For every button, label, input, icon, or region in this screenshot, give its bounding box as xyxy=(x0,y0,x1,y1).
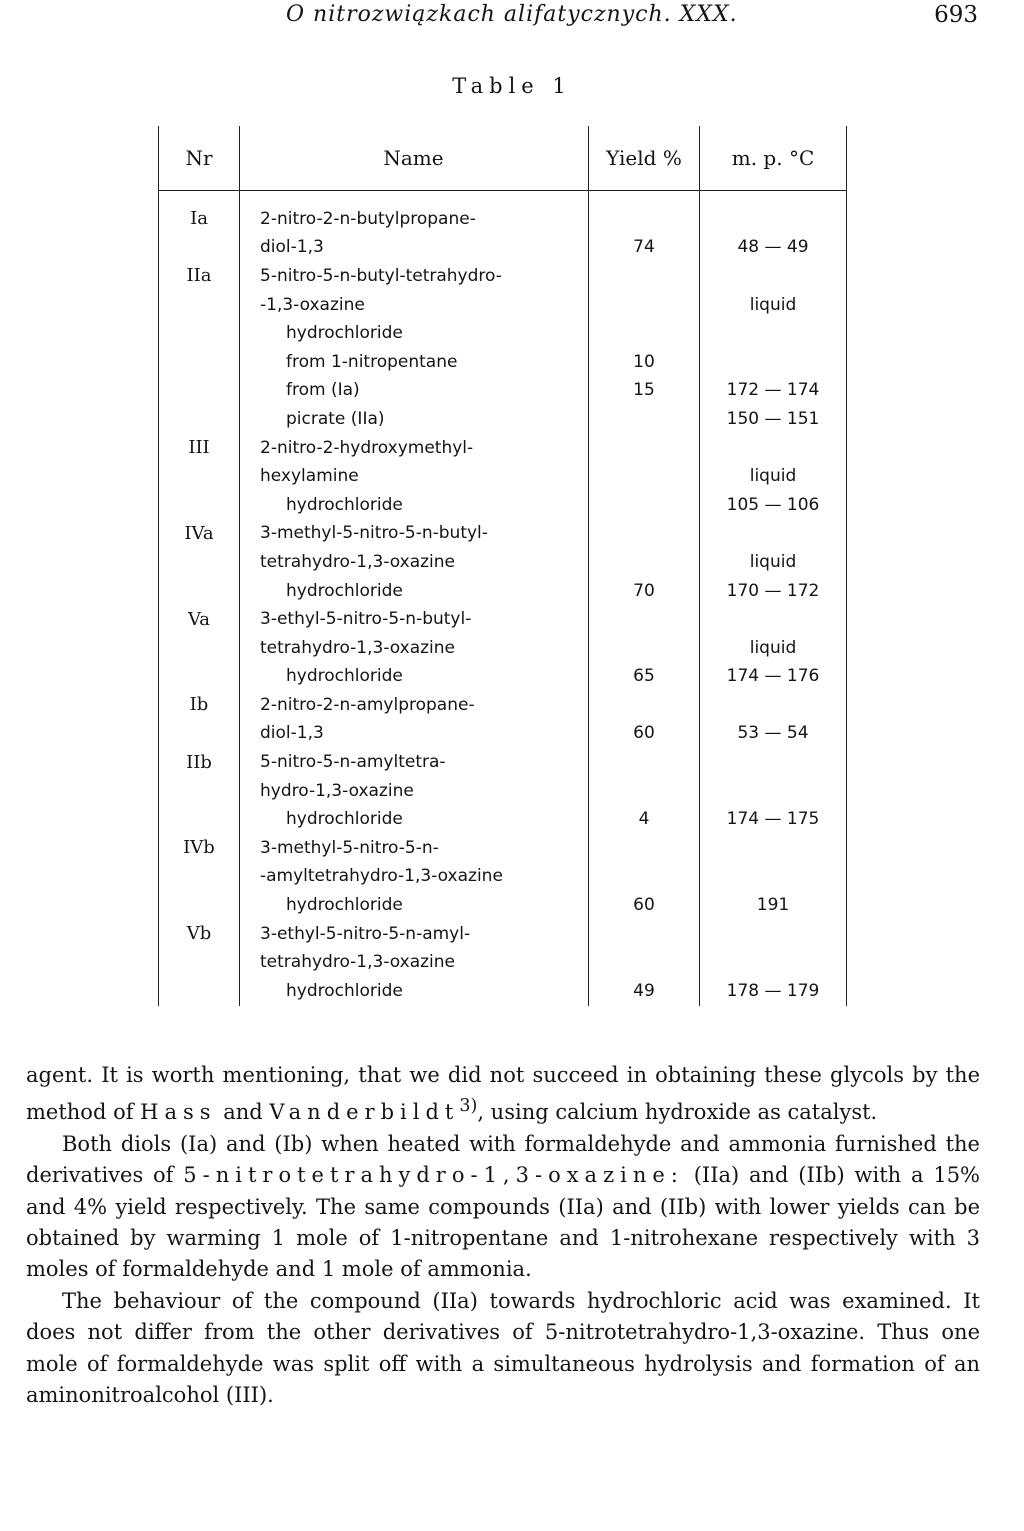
cell-name: -amyltetrahydro-1,3-oxazine xyxy=(240,863,589,892)
cell-name: hydrochloride xyxy=(240,663,589,692)
cell-mp: 48 — 49 xyxy=(700,234,847,263)
cell-mp: liquid xyxy=(700,634,847,663)
cell-nr: III xyxy=(159,434,240,463)
cell-mp xyxy=(700,348,847,377)
cell-yield xyxy=(589,548,700,577)
table-row xyxy=(159,805,847,834)
table-row xyxy=(159,748,847,777)
cell-nr: IIb xyxy=(159,748,240,777)
cell-yield xyxy=(589,834,700,863)
cell-yield xyxy=(589,605,700,634)
table-row xyxy=(159,605,847,634)
cell-yield xyxy=(589,920,700,949)
page-number: 693 xyxy=(934,2,978,28)
table-row xyxy=(159,777,847,806)
cell-mp: liquid xyxy=(700,462,847,491)
cell-yield xyxy=(589,319,700,348)
cell-nr xyxy=(159,405,240,434)
cell-mp: 105 — 106 xyxy=(700,491,847,520)
cell-name: diol-1,3 xyxy=(240,720,589,749)
cell-name: 3-ethyl-5-nitro-5-n-amyl- xyxy=(240,920,589,949)
cell-mp xyxy=(700,605,847,634)
cell-mp xyxy=(700,691,847,720)
cell-mp xyxy=(700,319,847,348)
cell-name: hexylamine xyxy=(240,462,589,491)
cell-nr xyxy=(159,234,240,263)
table-row xyxy=(159,891,847,920)
table-row xyxy=(159,663,847,692)
cell-mp xyxy=(700,262,847,291)
cell-name: tetrahydro-1,3-oxazine xyxy=(240,634,589,663)
table-row xyxy=(159,405,847,434)
cell-yield xyxy=(589,405,700,434)
cell-yield xyxy=(589,462,700,491)
table-row xyxy=(159,863,847,892)
cell-name: diol-1,3 xyxy=(240,234,589,263)
cell-nr xyxy=(159,462,240,491)
cell-name: picrate (IIa) xyxy=(240,405,589,434)
column-header-nr: Nr xyxy=(159,126,240,191)
cell-mp xyxy=(700,834,847,863)
cell-yield xyxy=(589,291,700,320)
table-row xyxy=(159,834,847,863)
cell-nr xyxy=(159,891,240,920)
cell-mp xyxy=(700,920,847,949)
cell-name: -1,3-oxazine xyxy=(240,291,589,320)
reference-marker: 3) xyxy=(459,1096,478,1117)
cell-nr xyxy=(159,548,240,577)
cell-yield xyxy=(589,863,700,892)
cell-mp: 174 — 175 xyxy=(700,805,847,834)
cell-nr xyxy=(159,577,240,606)
cell-mp xyxy=(700,748,847,777)
table-row xyxy=(159,377,847,406)
cell-name: 3-ethyl-5-nitro-5-n-butyl- xyxy=(240,605,589,634)
cell-yield: 15 xyxy=(589,377,700,406)
cell-yield: 60 xyxy=(589,720,700,749)
cell-name: 3-methyl-5-nitro-5-n- xyxy=(240,834,589,863)
running-title: O nitrozwiązkach alifatycznych. XXX. xyxy=(286,2,738,27)
cell-name: hydrochloride xyxy=(240,977,589,1006)
table-row xyxy=(159,491,847,520)
cell-nr xyxy=(159,977,240,1006)
paragraph-3: The behaviour of the compound (IIa) towards hydrochloric acid was examined. It does not differ from the other derivatives of 5-nitrotetrahydro-1,3-oxazine. Thus one mole of formaldehyde was split off with a simultaneous hydrolysis and formation of an aminonitroalcohol (III). xyxy=(26,1288,980,1408)
cell-nr xyxy=(159,777,240,806)
cell-nr xyxy=(159,291,240,320)
cell-nr: IVb xyxy=(159,834,240,863)
cell-name: 5-nitro-5-n-amyltetra- xyxy=(240,748,589,777)
cell-yield xyxy=(589,434,700,463)
page-header xyxy=(0,2,1024,36)
cell-nr: Vb xyxy=(159,920,240,949)
table-row xyxy=(159,634,847,663)
cell-nr xyxy=(159,634,240,663)
cell-mp xyxy=(700,434,847,463)
cell-nr xyxy=(159,863,240,892)
cell-nr xyxy=(159,720,240,749)
column-header-name: Name xyxy=(240,126,589,191)
cell-yield: 65 xyxy=(589,663,700,692)
table-caption: Table 1 xyxy=(452,74,572,98)
data-table xyxy=(158,126,847,1006)
cell-name: from (Ia) xyxy=(240,377,589,406)
cell-nr xyxy=(159,348,240,377)
author-name-hass: Hass xyxy=(140,1100,217,1125)
cell-name: from 1-nitropentane xyxy=(240,348,589,377)
paragraph-1-text: agent. It is worth mentioning, that we did not succeed in obtaining these glycols by the method of xyxy=(26,1063,980,1125)
cell-nr xyxy=(159,491,240,520)
cell-mp: 172 — 174 xyxy=(700,377,847,406)
cell-yield: 60 xyxy=(589,891,700,920)
cell-name: 2-nitro-2-hydroxymethyl- xyxy=(240,434,589,463)
cell-nr: IIa xyxy=(159,262,240,291)
cell-name: 3-methyl-5-nitro-5-n-butyl- xyxy=(240,520,589,549)
cell-nr: Va xyxy=(159,605,240,634)
paragraph-2-text: Both diols (Ia) and (Ib) when heated with formaldehyde and ammonia furnished the derivatives of xyxy=(26,1131,980,1188)
cell-name: hydro-1,3-oxazine xyxy=(240,777,589,806)
cell-nr: Ib xyxy=(159,691,240,720)
cell-mp: 174 — 176 xyxy=(700,663,847,692)
table-header-row xyxy=(159,126,847,191)
table-row xyxy=(159,548,847,577)
table-row xyxy=(159,291,847,320)
cell-yield: 4 xyxy=(589,805,700,834)
table-body xyxy=(159,191,847,1006)
paragraph-1 xyxy=(26,1060,980,1129)
paragraph-1-end: , using calcium hydroxide as catalyst. xyxy=(477,1100,878,1125)
table-row xyxy=(159,262,847,291)
cell-yield: 70 xyxy=(589,577,700,606)
cell-name: 2-nitro-2-n-butylpropane- xyxy=(240,191,589,234)
cell-name: hydrochloride xyxy=(240,491,589,520)
table-row xyxy=(159,434,847,463)
table-row xyxy=(159,691,847,720)
cell-mp: liquid xyxy=(700,548,847,577)
cell-yield xyxy=(589,191,700,234)
cell-mp: liquid xyxy=(700,291,847,320)
table-row xyxy=(159,520,847,549)
paragraph-2 xyxy=(26,1129,980,1286)
column-header-mp: m. p. °C xyxy=(700,126,847,191)
table-row xyxy=(159,720,847,749)
cell-nr xyxy=(159,377,240,406)
paragraph-2-end: (IIa) and (IIb) with a 15% and 4% yield respectively. The same compounds (IIa) and (IIb) with lower yields can be obtained by warming 1 mole of 1-nitropentane and 1-nitrohexane respectively with 3 moles of formaldehyde and 1 mole of ammonia. xyxy=(26,1163,981,1282)
cell-yield: 74 xyxy=(589,234,700,263)
cell-mp: 191 xyxy=(700,891,847,920)
cell-yield xyxy=(589,948,700,977)
body-text xyxy=(26,1060,980,1411)
table-row xyxy=(159,319,847,348)
cell-mp: 53 — 54 xyxy=(700,720,847,749)
cell-yield xyxy=(589,520,700,549)
cell-name: hydrochloride xyxy=(240,319,589,348)
table-row xyxy=(159,191,847,234)
cell-mp: 178 — 179 xyxy=(700,977,847,1006)
cell-yield xyxy=(589,262,700,291)
author-name-vanderbildt: Vanderbildt xyxy=(269,1100,460,1125)
cell-mp xyxy=(700,863,847,892)
cell-yield: 49 xyxy=(589,977,700,1006)
table-row xyxy=(159,348,847,377)
column-header-yield: Yield % xyxy=(589,126,700,191)
table-row xyxy=(159,462,847,491)
cell-mp: 170 — 172 xyxy=(700,577,847,606)
table-row xyxy=(159,948,847,977)
cell-yield xyxy=(589,634,700,663)
paragraph-1-and: and xyxy=(216,1100,270,1125)
cell-name: hydrochloride xyxy=(240,891,589,920)
cell-nr xyxy=(159,319,240,348)
cell-yield xyxy=(589,491,700,520)
cell-nr xyxy=(159,805,240,834)
cell-yield: 10 xyxy=(589,348,700,377)
table-row xyxy=(159,920,847,949)
cell-nr xyxy=(159,948,240,977)
cell-name: tetrahydro-1,3-oxazine xyxy=(240,948,589,977)
cell-mp xyxy=(700,777,847,806)
cell-yield xyxy=(589,691,700,720)
cell-name: 2-nitro-2-n-amylpropane- xyxy=(240,691,589,720)
table-row xyxy=(159,577,847,606)
cell-name: tetrahydro-1,3-oxazine xyxy=(240,548,589,577)
cell-mp xyxy=(700,191,847,234)
cell-yield xyxy=(589,777,700,806)
compound-name-spaced: 5-nitrotetrahydro-1,3-oxazine: xyxy=(183,1163,684,1188)
table-row xyxy=(159,977,847,1006)
cell-mp xyxy=(700,520,847,549)
cell-mp xyxy=(700,948,847,977)
cell-yield xyxy=(589,748,700,777)
cell-name: hydrochloride xyxy=(240,577,589,606)
cell-nr: Ia xyxy=(159,191,240,234)
cell-name: hydrochloride xyxy=(240,805,589,834)
table-row xyxy=(159,234,847,263)
cell-mp: 150 — 151 xyxy=(700,405,847,434)
cell-nr: IVa xyxy=(159,520,240,549)
cell-nr xyxy=(159,663,240,692)
cell-name: 5-nitro-5-n-butyl-tetrahydro- xyxy=(240,262,589,291)
